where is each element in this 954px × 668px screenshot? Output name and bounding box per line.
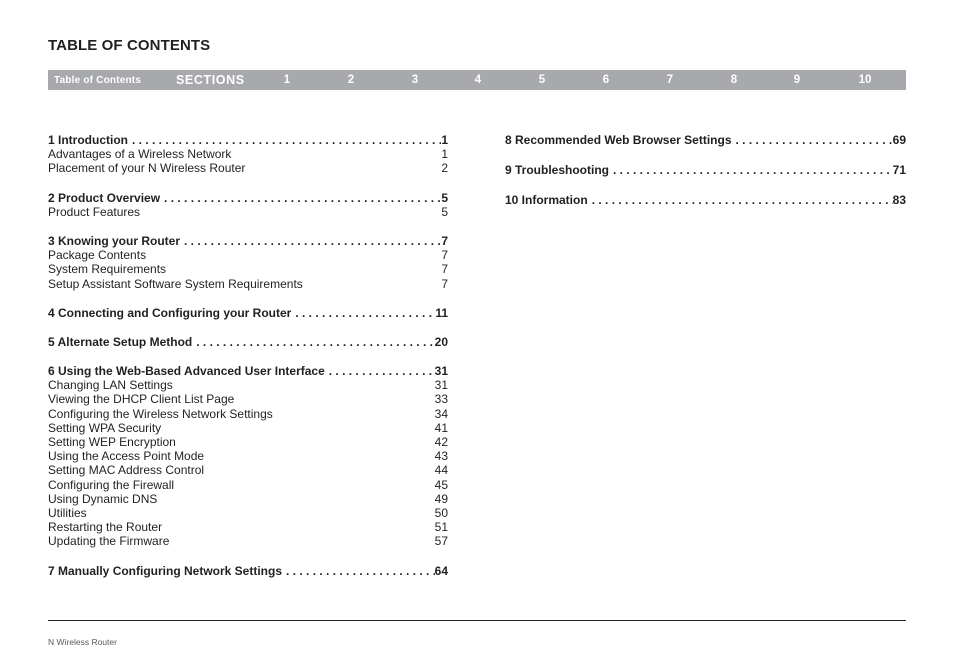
toc-entry[interactable] (48, 378, 448, 392)
toc-entry-page: 31 (434, 378, 448, 393)
toc-entry[interactable] (48, 392, 448, 406)
toc-entry[interactable] (48, 248, 448, 262)
toc-heading-page: 7 (441, 233, 448, 248)
nav-section-1[interactable]: 1 (283, 74, 291, 86)
toc-entry-page: 33 (434, 392, 448, 407)
toc-section (48, 191, 448, 219)
toc-entry-page: 2 (441, 161, 448, 176)
toc-heading-title: 6 Using the Web-Based Advanced User Interface (48, 364, 325, 379)
toc-section-heading[interactable] (48, 306, 448, 320)
toc-heading-page: 71 (892, 162, 906, 177)
toc-dot-leader (291, 306, 435, 320)
nav-section-2[interactable]: 2 (347, 74, 355, 86)
toc-entry-page: 5 (441, 204, 448, 219)
toc-entry[interactable] (48, 449, 448, 463)
page-title: TABLE OF CONTENTS (48, 37, 211, 54)
nav-section-4[interactable]: 4 (474, 74, 482, 86)
toc-entry[interactable] (48, 421, 448, 435)
toc-entry[interactable] (48, 534, 448, 548)
toc-entry-page: 7 (441, 276, 448, 291)
toc-entry[interactable] (48, 478, 448, 492)
toc-heading-title: 2 Product Overview (48, 190, 161, 205)
toc-entry-page: 45 (434, 477, 448, 492)
nav-section-9[interactable]: 9 (793, 74, 801, 86)
toc-heading-title: 9 Troubleshooting (505, 162, 609, 177)
toc-dot-leader (609, 163, 893, 177)
toc-entry[interactable] (48, 262, 448, 276)
toc-section-heading[interactable] (48, 133, 448, 147)
toc-entry-title: Product Features (48, 204, 141, 219)
toc-heading-page: 1 (441, 133, 448, 147)
toc-left-column (48, 133, 448, 593)
toc-entry-title: Updating the Firmware (48, 534, 170, 549)
toc-dot-leader (192, 335, 434, 349)
toc-heading-page: 83 (892, 192, 906, 207)
toc-dot-leader (128, 133, 441, 147)
toc-section (505, 133, 906, 147)
toc-section (48, 133, 448, 176)
nav-toc-link[interactable]: Table of Contents (54, 75, 142, 86)
toc-entry-title: System Requirements (48, 262, 167, 277)
toc-entry[interactable] (48, 520, 448, 534)
toc-section (505, 193, 906, 207)
toc-entry-title: Changing LAN Settings (48, 378, 173, 393)
toc-section-heading[interactable] (48, 335, 448, 349)
toc-heading-page: 31 (434, 364, 448, 379)
nav-section-10[interactable]: 10 (858, 74, 872, 86)
toc-heading-page: 5 (441, 190, 448, 205)
toc-entry-page: 7 (441, 262, 448, 277)
toc-entry[interactable] (48, 463, 448, 477)
toc-entry-title: Utilities (48, 505, 87, 520)
toc-heading-page: 69 (892, 133, 906, 147)
toc-entry-page: 50 (434, 505, 448, 520)
toc-dot-leader (732, 133, 893, 147)
toc-section (48, 564, 448, 578)
toc-heading-title: 5 Alternate Setup Method (48, 334, 193, 349)
nav-section-6[interactable]: 6 (602, 74, 610, 86)
toc-entry[interactable] (48, 205, 448, 219)
toc-entry-page: 1 (441, 147, 448, 162)
section-nav-bar (48, 70, 906, 90)
toc-entry-page: 43 (434, 449, 448, 464)
toc-heading-title: 8 Recommended Web Browser Settings (505, 133, 732, 147)
toc-entry[interactable] (48, 277, 448, 291)
toc-dot-leader (325, 364, 435, 378)
toc-entry-page: 42 (434, 435, 448, 449)
toc-section-heading[interactable] (505, 133, 906, 147)
toc-entry[interactable] (48, 161, 448, 175)
toc-entry[interactable] (48, 435, 448, 449)
toc-entry-title: Configuring the Wireless Network Settings (48, 406, 273, 421)
toc-entry-page: 57 (434, 534, 448, 549)
toc-entry-title: Setting WEP Encryption (48, 435, 176, 449)
footer-product-name: N Wireless Router (48, 637, 117, 647)
toc-entry-title: Advantages of a Wireless Network (48, 147, 232, 162)
toc-entry-title: Using Dynamic DNS (48, 491, 158, 506)
toc-heading-page: 20 (434, 334, 448, 349)
toc-entry[interactable] (48, 492, 448, 506)
toc-entry[interactable] (48, 407, 448, 421)
toc-section (48, 364, 448, 548)
toc-heading-title: 4 Connecting and Configuring your Router (48, 305, 292, 320)
toc-heading-page: 64 (434, 563, 448, 578)
toc-entry-title: Package Contents (48, 248, 147, 263)
toc-section (505, 163, 906, 177)
nav-section-8[interactable]: 8 (730, 74, 738, 86)
toc-entry-page: 34 (434, 406, 448, 421)
toc-section-heading[interactable] (505, 163, 906, 177)
toc-entry[interactable] (48, 506, 448, 520)
toc-heading-page: 11 (435, 305, 448, 320)
toc-entry-page: 44 (434, 463, 448, 478)
toc-entry-title: Viewing the DHCP Client List Page (48, 392, 235, 407)
toc-section-heading[interactable] (48, 564, 448, 578)
toc-dot-leader (180, 234, 441, 248)
toc-dot-leader (160, 191, 441, 205)
toc-dot-leader (282, 564, 435, 578)
toc-entry-page: 51 (434, 520, 448, 535)
footer-divider (48, 620, 906, 621)
toc-entry-title: Setting WPA Security (48, 420, 162, 435)
toc-entry-title: Placement of your N Wireless Router (48, 161, 246, 176)
nav-sections-label: SECTIONS (176, 73, 245, 87)
toc-entry-title: Restarting the Router (48, 520, 163, 535)
toc-entry[interactable] (48, 147, 448, 161)
nav-section-3[interactable]: 3 (411, 74, 419, 86)
toc-entry-page: 7 (441, 248, 448, 263)
toc-section-heading[interactable] (48, 191, 448, 205)
toc-heading-title: 7 Manually Configuring Network Settings (48, 563, 283, 578)
nav-section-7[interactable]: 7 (666, 74, 674, 86)
toc-heading-title: 1 Introduction (48, 133, 128, 147)
toc-section (48, 306, 448, 320)
toc-heading-title: 3 Knowing your Router (48, 233, 180, 248)
toc-dot-leader (588, 193, 893, 207)
toc-section-heading[interactable] (48, 364, 448, 378)
toc-entry-page: 41 (434, 420, 448, 435)
toc-entry-title: Configuring the Firewall (48, 477, 175, 492)
toc-entry-title: Using the Access Point Mode (48, 449, 205, 464)
toc-section-heading[interactable] (48, 234, 448, 248)
toc-right-column (505, 133, 906, 222)
toc-section (48, 335, 448, 349)
toc-heading-title: 10 Information (505, 192, 588, 207)
toc-entry-title: Setup Assistant Software System Requirements (48, 276, 303, 291)
toc-entry-title: Setting MAC Address Control (48, 463, 205, 478)
toc-section (48, 234, 448, 291)
toc-section-heading[interactable] (505, 193, 906, 207)
nav-section-5[interactable]: 5 (538, 74, 546, 86)
toc-entry-page: 49 (434, 491, 448, 506)
